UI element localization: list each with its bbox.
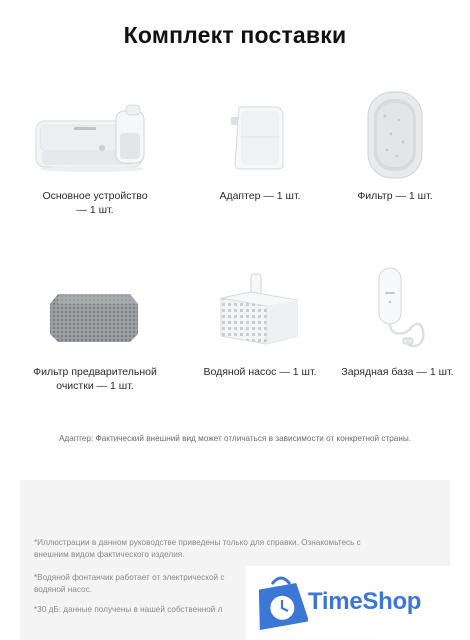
item-label: Фильтр предварительной очистки — 1 шт. — [33, 366, 157, 392]
filter-cartridge-image — [365, 90, 425, 180]
disclaimer-line: внешним видом фактического изделия. — [34, 550, 185, 559]
item-label: Зарядная база — 1 шт. — [341, 366, 454, 378]
timeshop-logo-text: TimeShop — [308, 588, 422, 615]
item-label: Адаптер — 1 шт. — [219, 190, 301, 202]
item-label: Основное устройство — 1 шт. — [42, 190, 148, 216]
disclaimer-line: *Иллюстрации в данном руководстве приведены только для справки. Ознакомьтесь с — [34, 538, 361, 547]
water-pump-image — [215, 272, 305, 346]
item-adapter — [185, 95, 335, 225]
disclaimer-line: водяной насос. — [34, 585, 92, 594]
item-prefilter — [20, 280, 170, 390]
clock-bag-icon — [254, 570, 308, 630]
item-water-pump — [185, 272, 335, 382]
item-label: Водяной насос — 1 шт. — [203, 366, 317, 378]
item-filter — [325, 90, 465, 225]
power-adapter-image — [227, 101, 291, 173]
disclaimer-line: *30 дБ: данные получены в нашей собственной л — [34, 605, 223, 614]
page-title: Комплект поставки — [123, 22, 347, 48]
adapter-note: Адаптер: Фактический внешний вид может отличаться в зависимости от конкретной страны. — [58, 434, 412, 443]
item-label: Фильтр — 1 шт. — [357, 190, 433, 202]
charging-base-image — [365, 264, 435, 352]
water-fountain-device-image — [32, 103, 160, 173]
item-charging-base — [325, 262, 470, 382]
sponge-prefilter-image — [48, 286, 140, 344]
disclaimer-line: *Водяной фонтанчик работает от электрической с — [34, 573, 225, 582]
timeshop-watermark — [246, 566, 470, 640]
item-main-device — [20, 95, 170, 225]
